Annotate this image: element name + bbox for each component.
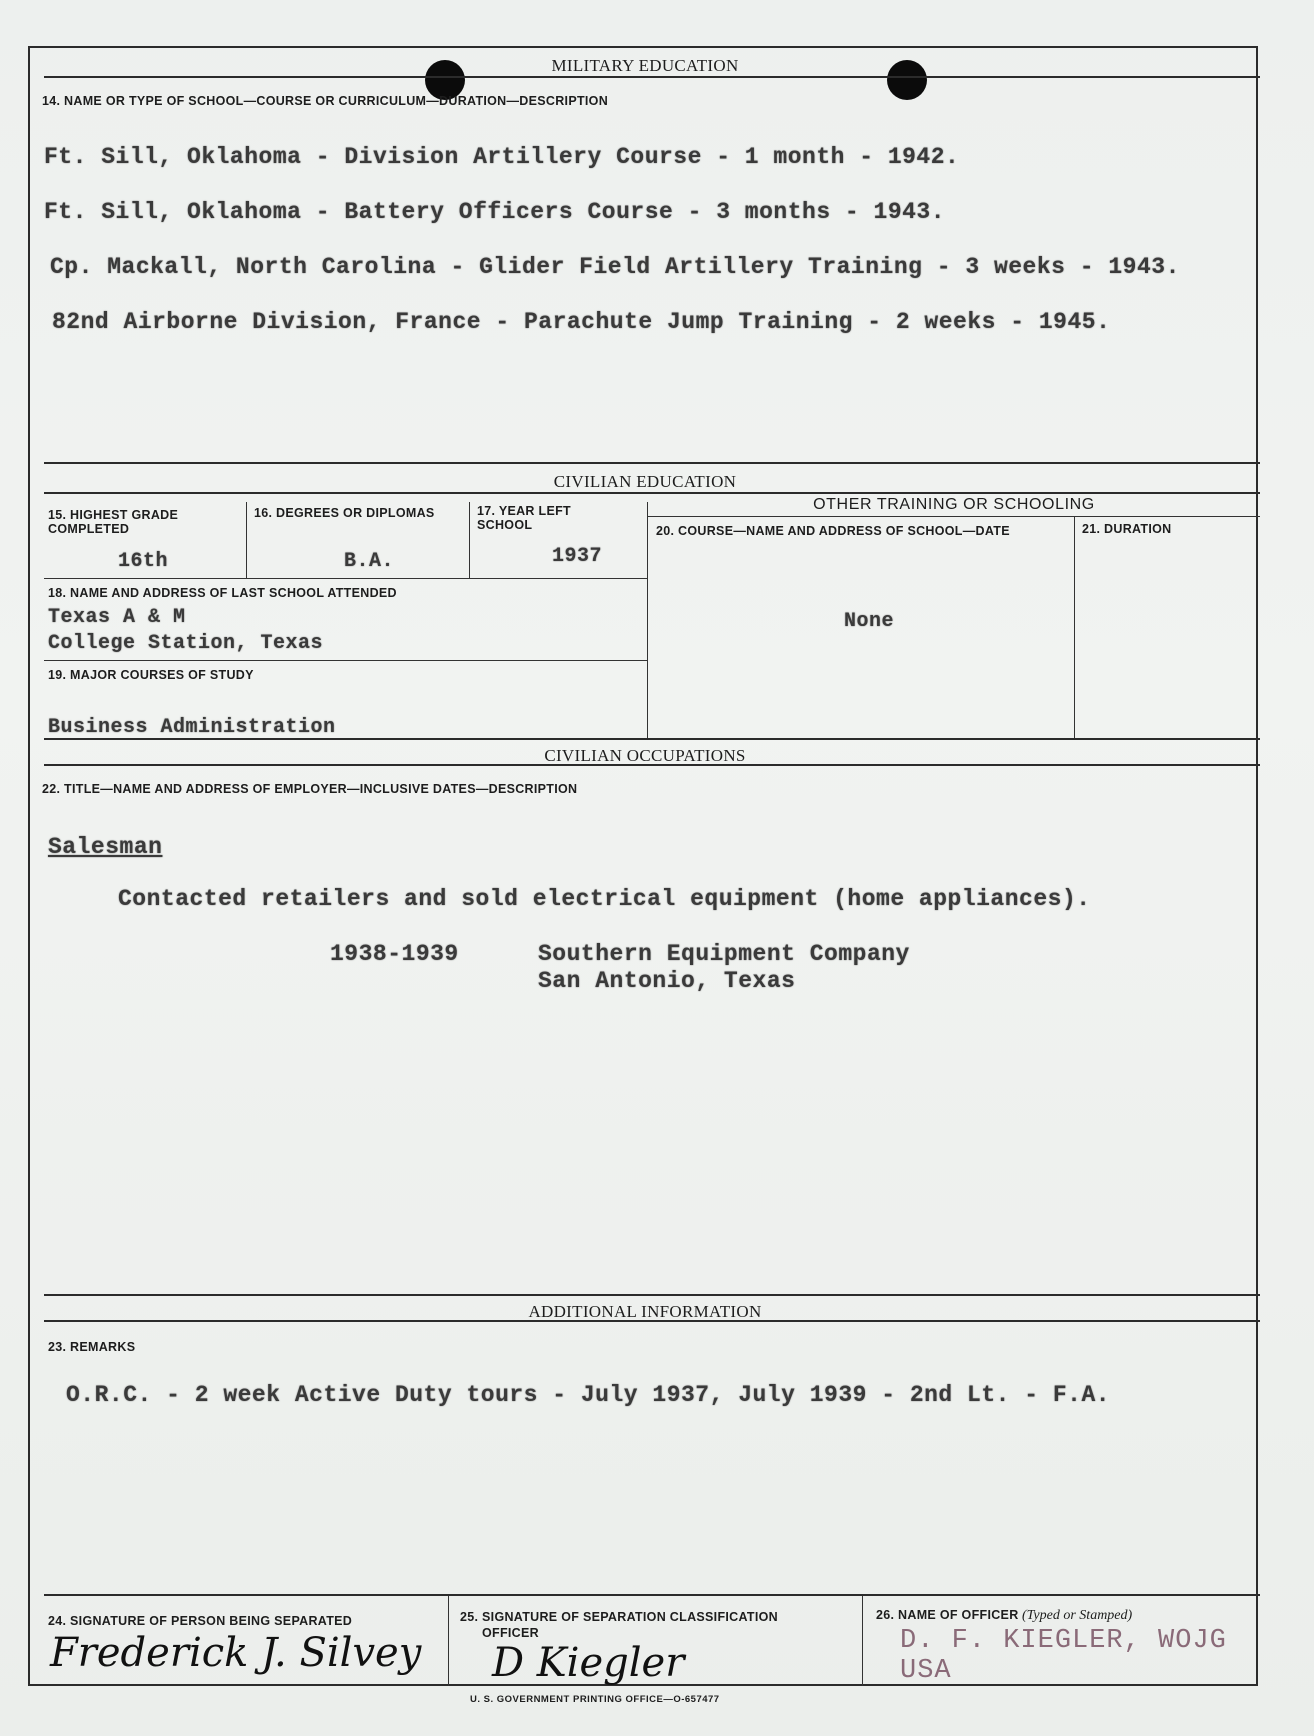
divider xyxy=(44,462,1260,464)
field-label-22: 22. TITLE—NAME AND ADDRESS OF EMPLOYER—INCLUSIVE DATES—DESCRIPTION xyxy=(42,782,578,796)
field-label-21: 21. DURATION xyxy=(1082,522,1172,536)
divider xyxy=(448,1596,449,1686)
field-label-14: 14. NAME OR TYPE OF SCHOOL—COURSE OR CURRICULUM—DURATION—DESCRIPTION xyxy=(42,94,609,108)
divider xyxy=(862,1596,863,1686)
major-value: Business Administration xyxy=(48,716,336,739)
divider xyxy=(44,660,647,661)
divider xyxy=(44,1594,1260,1596)
divider xyxy=(44,764,1260,766)
field-label-15: 15. HIGHEST GRADE COMPLETED xyxy=(48,508,179,536)
year-left-value: 1937 xyxy=(552,545,603,568)
last-school-line-2: College Station, Texas xyxy=(48,632,324,655)
last-school-line-1: Texas A & M xyxy=(48,606,186,629)
employer-line-2: San Antonio, Texas xyxy=(538,968,796,994)
job-dates: 1938-1939 xyxy=(330,941,459,967)
section-title-additional-information: ADDITIONAL INFORMATION xyxy=(528,1302,762,1321)
divider xyxy=(44,1294,1260,1296)
field-label-26 xyxy=(876,1608,1132,1624)
employer-line-1: Southern Equipment Company xyxy=(538,941,910,967)
divider xyxy=(44,578,647,579)
job-title: Salesman xyxy=(48,834,163,860)
military-entry-1: Ft. Sill, Oklahoma - Division Artillery Course - 1 month - 1942. xyxy=(44,144,960,170)
divider xyxy=(1074,516,1075,738)
section-title-other-training: OTHER TRAINING OR SCHOOLING xyxy=(813,496,1095,513)
person-signature: Frederick J. Silvey xyxy=(50,1630,422,1676)
field-label-25-line-2: OFFICER xyxy=(482,1626,539,1640)
highest-grade-value: 16th xyxy=(118,550,169,573)
officer-name-stamp: D. F. KIEGLER, WOJG USA xyxy=(900,1626,1227,1686)
remarks-value: O.R.C. - 2 week Active Duty tours - July 1937, July 1939 - 2nd Lt. - F.A. xyxy=(66,1382,1111,1408)
divider xyxy=(647,502,648,738)
field-label-23: 23. REMARKS xyxy=(48,1340,136,1354)
divider xyxy=(648,516,1260,517)
section-title-military-education: MILITARY EDUCATION xyxy=(551,56,739,75)
section-title-civilian-occupations: CIVILIAN OCCUPATIONS xyxy=(544,746,746,765)
field-label-17: 17. YEAR LEFT SCHOOL xyxy=(477,504,571,532)
military-entry-3: Cp. Mackall, North Carolina - Glider Field Artillery Training - 3 weeks - 1943. xyxy=(50,254,1180,280)
divider xyxy=(44,76,1260,78)
degrees-value: B.A. xyxy=(344,550,395,573)
field-label-24: 24. SIGNATURE OF PERSON BEING SEPARATED xyxy=(48,1614,353,1628)
field-label-19: 19. MAJOR COURSES OF STUDY xyxy=(48,668,254,682)
section-title-civilian-education: CIVILIAN EDUCATION xyxy=(553,472,737,491)
field-label-20: 20. COURSE—NAME AND ADDRESS OF SCHOOL—DATE xyxy=(656,524,1010,538)
field-label-16: 16. DEGREES OR DIPLOMAS xyxy=(254,506,435,520)
field-label-26-note: (Typed or Stamped) xyxy=(1022,1608,1133,1623)
divider xyxy=(44,738,1260,740)
job-description: Contacted retailers and sold electrical equipment (home appliances). xyxy=(118,886,1091,912)
field-label-26-text: 26. NAME OF OFFICER xyxy=(876,1608,1019,1622)
field-label-25: 25. SIGNATURE OF SEPARATION CLASSIFICATION xyxy=(460,1610,778,1624)
divider xyxy=(469,502,470,578)
military-entry-2: Ft. Sill, Oklahoma - Battery Officers Course - 3 months - 1943. xyxy=(44,199,946,225)
separation-form xyxy=(28,46,1258,1686)
divider xyxy=(246,502,247,578)
military-entry-4: 82nd Airborne Division, France - Parachute Jump Training - 2 weeks - 1945. xyxy=(52,309,1111,335)
officer-signature: D Kiegler xyxy=(492,1640,685,1686)
field-label-18: 18. NAME AND ADDRESS OF LAST SCHOOL ATTENDED xyxy=(48,586,397,600)
other-training-value: None xyxy=(844,610,895,633)
divider xyxy=(44,492,1260,494)
divider xyxy=(44,1320,1260,1322)
printing-office-footer: U. S. GOVERNMENT PRINTING OFFICE—O-657477 xyxy=(470,1694,720,1705)
